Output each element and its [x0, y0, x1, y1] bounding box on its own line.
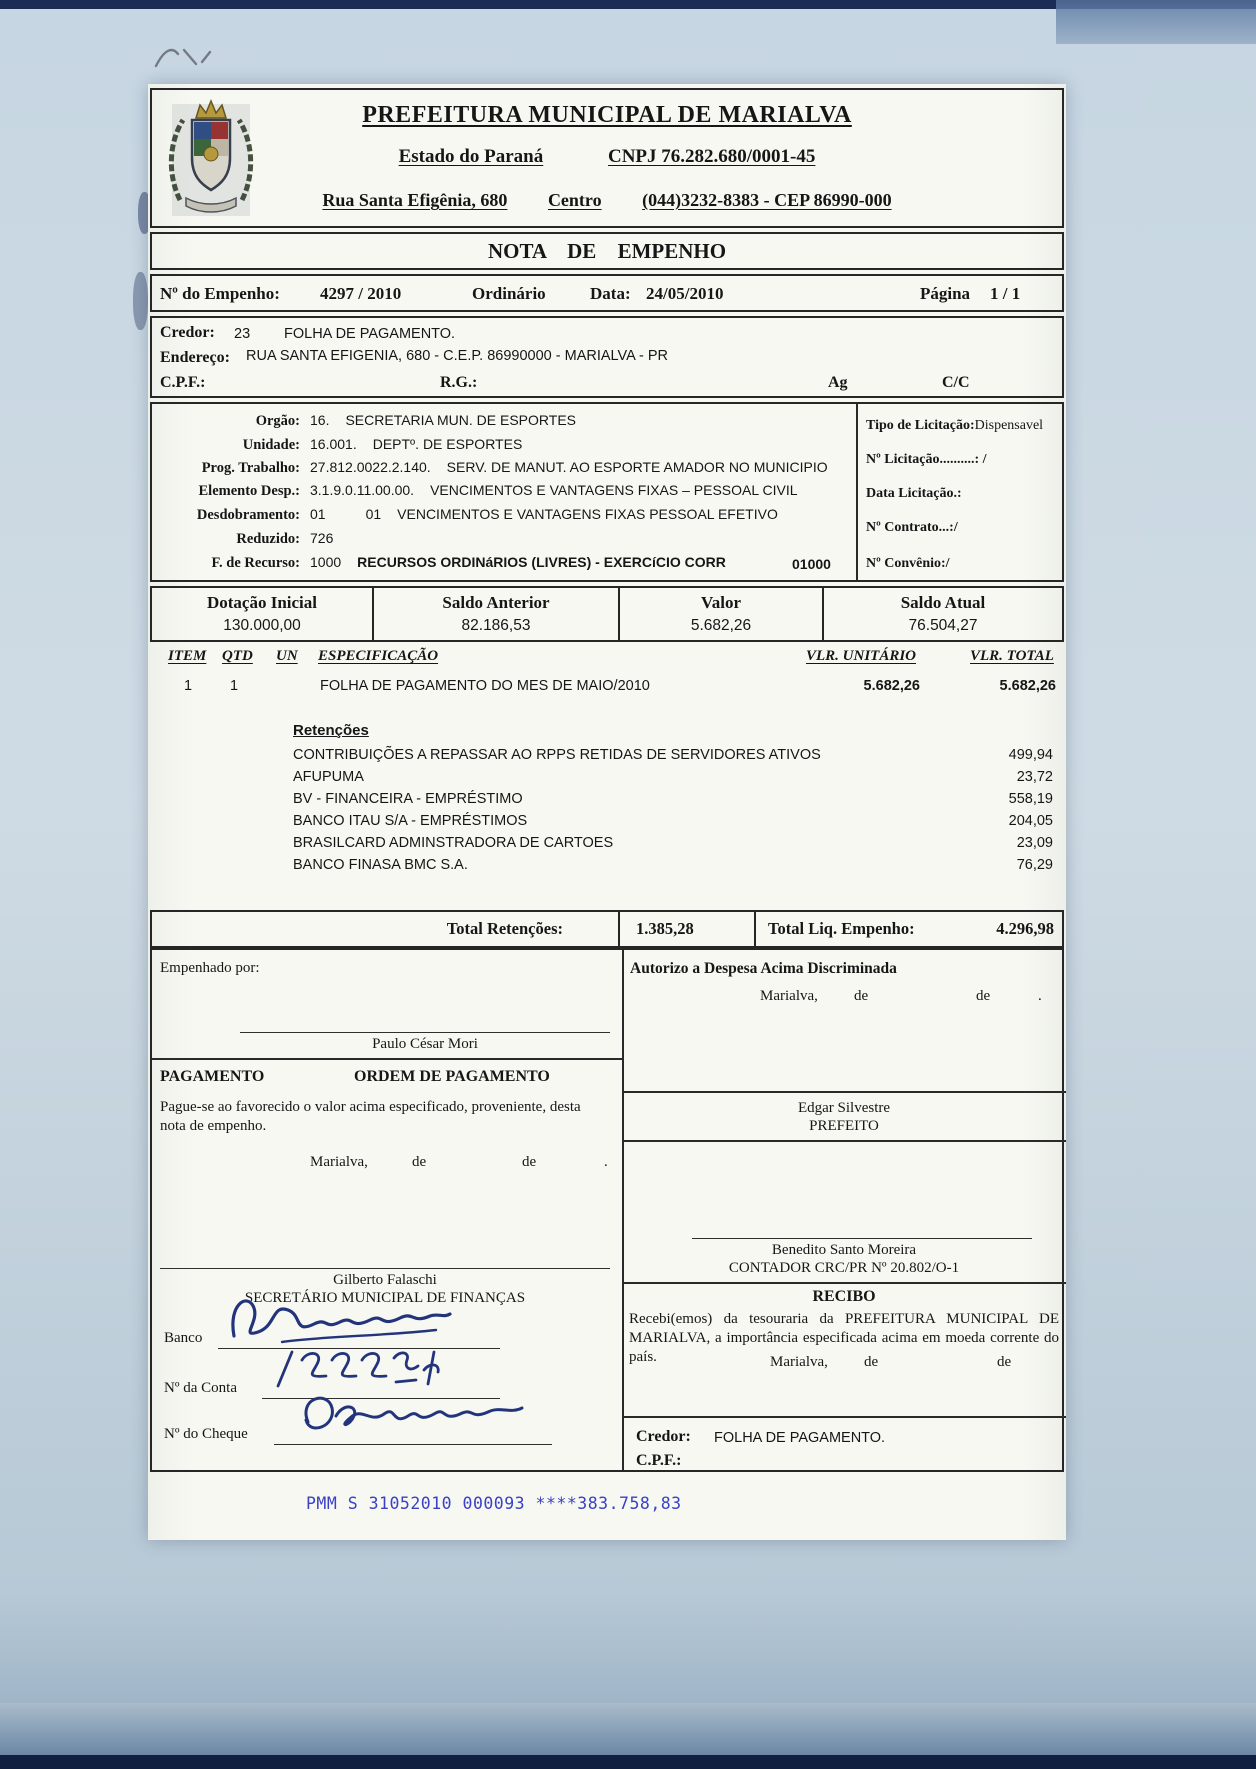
document-title-bar — [150, 232, 1064, 270]
endereco-valor: RUA SANTA EFIGENIA, 680 - C.E.P. 86990000 - MARIALVA - PR — [246, 348, 669, 364]
scan-edge-bottom-strip — [0, 1703, 1256, 1755]
licitacao-tipo — [866, 418, 1062, 434]
item-numero: 1 — [184, 678, 193, 694]
empenho-pagina-label: Página — [920, 284, 971, 303]
ag-label: Ag — [828, 374, 848, 391]
valor-valor: 5.682,26 — [690, 617, 752, 634]
empenho-tipo: Ordinário — [472, 284, 546, 303]
unidade-desc: DEPTº. DE ESPORTES — [372, 436, 523, 452]
item-especificacao: FOLHA DE PAGAMENTO DO MES DE MAIO/2010 — [320, 678, 650, 694]
credor-section — [150, 316, 1064, 398]
saldo-anterior-cell — [374, 588, 620, 640]
total-retencoes-label: Total Retenções: — [152, 912, 620, 946]
document-title: NOTA DE EMPENHO — [487, 239, 727, 263]
prefeito-cargo: PREFEITO — [809, 1118, 879, 1134]
cheque-label: Nº do Cheque — [164, 1426, 248, 1442]
licitacao-data: Data Licitação.: — [866, 486, 962, 501]
col-qtd: QTD — [222, 648, 253, 664]
item-qtd: 1 — [230, 678, 239, 694]
saldo-anterior-valor: 82.186,53 — [461, 617, 531, 634]
ponto: . — [604, 1154, 608, 1170]
scan-artifact — [133, 272, 148, 330]
retencao-valor: 23,72 — [1016, 769, 1053, 785]
prefeito-nome: Edgar Silvestre — [797, 1100, 891, 1116]
retencao-valor: 76,29 — [1016, 857, 1053, 873]
valor-cell — [620, 588, 824, 640]
pen-mark — [150, 42, 220, 74]
assinatura-linha — [160, 1268, 610, 1269]
retencao-row — [148, 813, 1062, 833]
contador-cargo: CONTADOR CRC/PR Nº 20.802/O-1 — [728, 1260, 960, 1276]
cidade: Marialva, — [760, 988, 818, 1004]
col-especificacao: ESPECIFICAÇÃO — [318, 648, 439, 664]
reduzido-code: 726 — [310, 530, 334, 546]
de: de — [997, 1354, 1012, 1370]
recibo-titulo: RECIBO — [812, 1288, 876, 1305]
secretario-nome: Gilberto Falaschi — [333, 1272, 437, 1288]
elemento-code: 3.1.9.0.11.00.00. — [310, 482, 415, 498]
recibo-texto: Recebi(emos) da tesouraria da PREFEITURA MUNICIPAL DE MARIALVA, a importância especificada acima em moeda corrente do país. — [629, 1311, 1059, 1365]
retencoes-title: Retenções — [293, 722, 369, 739]
desdobramento-code: 01 — [310, 506, 326, 522]
retencao-valor: 23,09 — [1016, 835, 1053, 851]
credor-label: Credor: — [160, 324, 215, 341]
unidade-label: Unidade: — [242, 437, 300, 453]
footer-print-line: PMM S 31052010 000093 ****383.758,83 — [306, 1494, 682, 1513]
saldo-anterior-label: Saldo Anterior — [442, 593, 550, 612]
licitacao-tipo-valor: Dispensavel — [974, 418, 1044, 433]
empenho-data: 24/05/2010 — [646, 284, 724, 303]
de: de — [522, 1154, 537, 1170]
elemento-desc: VENCIMENTOS E VANTAGENS FIXAS – PESSOAL CIVIL — [430, 482, 798, 498]
col-item: ITEM — [168, 648, 207, 664]
credor-codigo: 23 — [234, 326, 251, 342]
scan-edge-bottom — [0, 1755, 1256, 1769]
secretario-cargo: SECRETÁRIO MUNICIPAL DE FINANÇAS — [244, 1290, 526, 1306]
contador-nome: Benedito Santo Moreira — [771, 1242, 917, 1258]
totais-row — [150, 910, 1064, 948]
org-address: Rua Santa Efigênia, 680 — [322, 190, 508, 210]
retencao-desc: BV - FINANCEIRA - EMPRÉSTIMO — [293, 791, 523, 807]
org-cnpj: CNPJ 76.282.680/0001-45 — [607, 146, 816, 167]
pagamento-titulo: PAGAMENTO — [160, 1068, 265, 1085]
reduzido-label: Reduzido: — [236, 531, 300, 547]
empenhado-nome: Paulo César Mori — [372, 1036, 478, 1052]
dotacao-inicial-valor: 130.000,00 — [223, 617, 301, 634]
banco-label: Banco — [164, 1330, 203, 1346]
desdobramento-code2: 01 — [365, 506, 382, 522]
unidade-code: 16.001. — [310, 436, 357, 452]
item-vlr-unitario: 5.682,26 — [863, 678, 920, 694]
assinatura-linha — [240, 1032, 610, 1033]
orcamento-section — [150, 402, 1064, 582]
empenho-data-label: Data: — [590, 284, 631, 303]
prefeito-divider — [622, 1091, 1066, 1093]
saldo-atual-valor: 76.504,27 — [908, 617, 978, 634]
desdobramento-label: Desdobramento: — [196, 507, 300, 523]
valor-label: Valor — [701, 593, 741, 612]
org-title: PREFEITURA MUNICIPAL DE MARIALVA — [362, 102, 852, 128]
empenho-numero-label: Nº do Empenho: — [160, 284, 280, 303]
letterhead — [150, 88, 1064, 228]
de: de — [412, 1154, 427, 1170]
fonte-recurso-desc: RECURSOS ORDINáRIOS (LIVRES) - EXERCíCIO CORR — [357, 554, 726, 570]
recibo-credor-valor: FOLHA DE PAGAMENTO. — [714, 1430, 886, 1446]
rg-label: R.G.: — [440, 374, 478, 391]
elemento-row — [160, 482, 850, 500]
cpf-label: C.P.F.: — [160, 374, 206, 391]
retencao-desc: BANCO FINASA BMC S.A. — [293, 857, 468, 873]
saldo-atual-label: Saldo Atual — [900, 593, 986, 612]
unidade-row — [160, 436, 850, 454]
prog-trabalho-label: Prog. Trabalho: — [201, 460, 300, 476]
org-phone-cep: (044)3232-8383 - CEP 86990-000 — [642, 190, 892, 210]
desdobramento-desc: VENCIMENTOS E VANTAGENS FIXAS PESSOAL EFETIVO — [397, 506, 778, 522]
fonte-recurso-extra: 01000 — [792, 556, 831, 572]
orgao-row — [160, 412, 850, 430]
dotacao-inicial-label: Dotação Inicial — [206, 593, 318, 612]
org-district: Centro — [547, 190, 602, 210]
cc-label: C/C — [942, 374, 970, 391]
endereco-label: Endereço: — [160, 349, 230, 366]
assinaturas-section — [150, 948, 1064, 1472]
saldo-atual-cell — [824, 588, 1062, 640]
orgao-label: Orgão: — [255, 413, 300, 429]
fonte-recurso-label: F. de Recurso: — [211, 555, 300, 571]
licitacao-contrato: Nº Contrato...:/ — [866, 520, 958, 535]
recibo-divider — [622, 1282, 1066, 1284]
licitacao-tipo-label: Tipo de Licitação: — [866, 418, 975, 433]
saldos-section — [150, 586, 1064, 642]
conta-label: Nº da Conta — [164, 1380, 237, 1396]
de: de — [854, 988, 869, 1004]
total-retencoes-valor: 1.385,28 — [620, 912, 756, 946]
licitacao-convenio: Nº Convênio:/ — [866, 556, 950, 571]
fonte-recurso-row — [160, 554, 850, 572]
retencao-valor: 204,05 — [1008, 813, 1053, 829]
empenho-info-row — [150, 274, 1064, 312]
org-state: Estado do Paraná — [398, 146, 544, 167]
retencao-row — [148, 769, 1062, 789]
retencao-row — [148, 791, 1062, 811]
retencao-desc: AFUPUMA — [293, 769, 364, 785]
orgao-desc: SECRETARIA MUN. DE ESPORTES — [345, 412, 576, 428]
prog-trabalho-row — [160, 459, 850, 477]
empenhado-por-label: Empenhado por: — [160, 960, 260, 976]
autorizo-titulo: Autorizo a Despesa Acima Discriminada — [630, 960, 897, 977]
banco-assinatura-manuscrita — [224, 1288, 454, 1350]
retencao-row — [148, 747, 1062, 767]
cidade: Marialva, — [310, 1154, 368, 1170]
prog-trabalho-desc: SERV. DE MANUT. AO ESPORTE AMADOR NO MUNICIPIO — [446, 459, 828, 475]
prog-trabalho-code: 27.812.0022.2.140. — [310, 459, 431, 475]
retencao-valor: 499,94 — [1008, 747, 1053, 763]
assinatura-linha — [692, 1238, 1032, 1239]
ponto: . — [1038, 988, 1042, 1004]
credor-divider — [622, 1416, 1066, 1418]
col-vlr-total: VLR. TOTAL — [970, 648, 1054, 664]
document-sheet — [148, 84, 1066, 1540]
total-liq-label: Total Liq. Empenho: — [768, 919, 915, 938]
desdobramento-row — [160, 506, 850, 524]
pague-se-texto: Pague-se ao favorecido o valor acima especificado, proveniente, desta nota de empenho. — [160, 1099, 581, 1134]
licitacao-numero: Nº Licitação..........: / — [866, 452, 987, 467]
fonte-recurso-code: 1000 — [310, 554, 342, 570]
empenho-pagina: 1 / 1 — [990, 284, 1021, 303]
ordem-pagamento-titulo: ORDEM DE PAGAMENTO — [354, 1068, 550, 1085]
secao-divider — [622, 1140, 1066, 1142]
retencao-desc: BRASILCARD ADMINSTRADORA DE CARTOES — [293, 835, 614, 851]
pagamento-divider — [152, 1058, 622, 1060]
de: de — [864, 1354, 879, 1370]
credor-nome: FOLHA DE PAGAMENTO. — [284, 326, 456, 342]
empenho-numero: 4297 / 2010 — [320, 284, 402, 303]
col-un: UN — [276, 648, 298, 664]
reduzido-row — [160, 530, 850, 548]
retencao-row — [148, 857, 1062, 877]
orgao-code: 16. — [310, 412, 330, 428]
recibo-cpf-label: C.P.F.: — [636, 1452, 682, 1469]
retencao-row — [148, 835, 1062, 855]
retencao-desc: CONTRIBUIÇÕES A REPASSAR AO RPPS RETIDAS DE SERVIDORES ATIVOS — [293, 747, 821, 763]
retencao-valor: 558,19 — [1008, 791, 1053, 807]
elemento-label: Elemento Desp.: — [198, 483, 300, 499]
dotacao-inicial-cell — [152, 588, 374, 640]
retencao-desc: BANCO ITAU S/A - EMPRÉSTIMOS — [293, 813, 528, 829]
de: de — [976, 988, 991, 1004]
orcamento-divider — [856, 404, 858, 580]
item-vlr-total: 5.682,26 — [999, 678, 1056, 694]
cheque-numero-manuscrito — [284, 1388, 534, 1448]
recibo-credor-label: Credor: — [636, 1428, 691, 1445]
col-vlr-unitario: VLR. UNITÁRIO — [806, 648, 917, 664]
coluna-divider — [622, 950, 624, 1470]
cidade: Marialva, — [770, 1354, 828, 1370]
scan-edge-top-right — [1056, 0, 1256, 44]
total-liq-valor: 4.296,98 — [996, 919, 1054, 938]
